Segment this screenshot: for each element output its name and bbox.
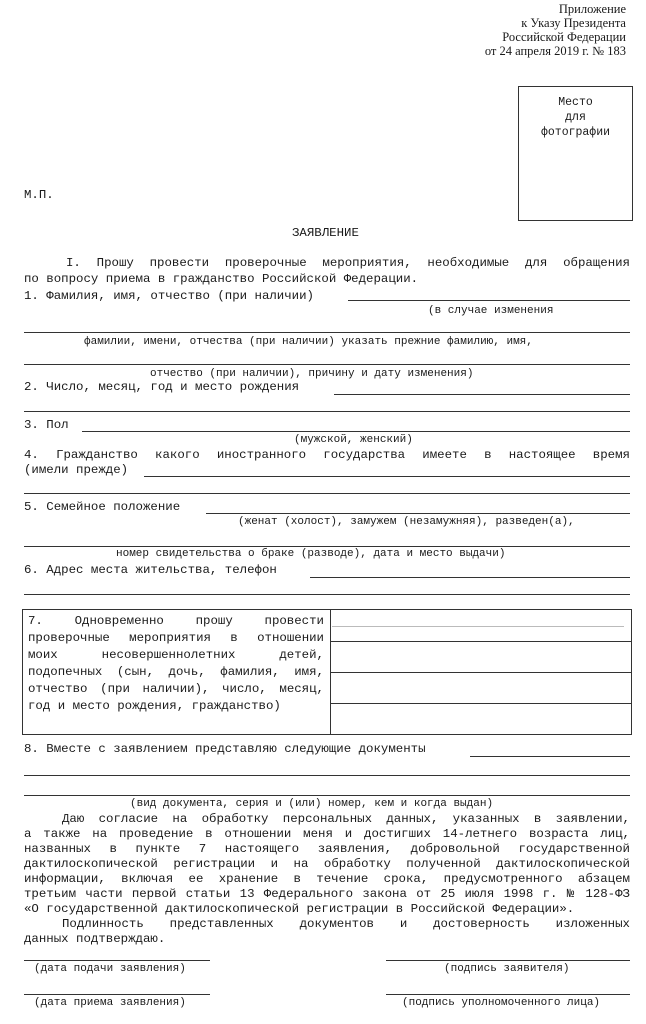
item8-field-line-3[interactable] [24,795,630,796]
item7-line-3: моих несовершеннолетних детей, [28,648,324,662]
item1-label: 1. Фамилия, имя, отчество (при наличии) [24,289,314,303]
item5-label: 5. Семейное положение [24,500,181,514]
receive-date-line[interactable] [24,994,210,995]
item1-field-line[interactable] [348,300,630,301]
item8-hint: (вид документа, серия и (или) номер, кем и когда выдан) [130,798,494,810]
item6-field-line[interactable] [310,577,630,578]
item8-field-line-2[interactable] [24,775,630,776]
submit-date-caption: (дата подачи заявления) [34,963,186,975]
consent-line-8: Подлинность представленных документов и достоверность изложенных [62,917,630,931]
official-sign-line[interactable] [386,994,630,995]
item3-label: 3. Пол [24,418,69,432]
applicant-sign-line[interactable] [386,960,630,961]
table-row-line [330,672,631,673]
photo-text [519,95,632,140]
item7-line-5: отчество (при наличии), число, месяц, [28,682,324,696]
consent-line-6: третьим части первой статьи 13 Федерального закона от 25 июля 1998 г. № 128-ФЗ [24,887,630,901]
decree-line: к Указу Президента [521,16,626,30]
consent-line-1: Даю согласие на обработку персональных данных, указанных в заявлении, [62,812,630,826]
federation-line: Российской Федерации [502,30,626,44]
photo-text-line: для [565,111,586,124]
consent-line-5: информации, включая ее хранение в течение срока, предусмотренного абзацем [24,872,630,886]
intro-line-1: I. Прошу провести проверочные мероприятия, необходимые для обращения [66,256,630,270]
item5-hint-2: номер свидетельства о браке (разводе), дата и место выдачи) [116,548,506,560]
consent-line-2: а также на проведение в отношении меня и достигших 14-летнего возраста лиц, [24,827,630,841]
stamp-place: М.П. [24,188,54,202]
document-title: ЗАЯВЛЕНИЕ [292,226,359,240]
item5-field-line[interactable] [206,513,630,514]
intro-line-2: по вопросу приема в гражданство Российской Федерации. [24,272,419,286]
table-row-line [330,703,631,704]
item6-field-line-2[interactable] [24,594,630,595]
item1-hint-3: отчество (при наличии), причину и дату изменения) [150,368,474,380]
item4-field-line-2[interactable] [24,493,630,494]
item1-field-line-2[interactable] [24,332,630,333]
item2-field-line[interactable] [334,394,630,395]
table-cell-entry[interactable] [332,626,624,627]
item3-hint: (мужской, женский) [294,434,413,446]
item7-line-6: год и место рождения, гражданство) [28,699,281,713]
photo-placeholder [518,86,633,221]
item6-label: 6. Адрес места жительства, телефон [24,563,277,577]
item2-field-line-2[interactable] [24,411,630,412]
appendix-line: Приложение [558,2,626,16]
official-sign-caption: (подпись уполномоченного лица) [402,997,601,1009]
item5-field-line-2[interactable] [24,546,630,547]
item8-label: 8. Вместе с заявлением представляю следующие документы [24,742,426,756]
consent-line-4: дактилоскопической регистрации и на обработку полученной дактилоскопической [24,857,630,871]
consent-line-3: названных в пункте 7 настоящего заявления, добровольной государственной [24,842,630,856]
decree-date-line: от 24 апреля 2019 г. № 183 [484,44,626,58]
item4-field-line[interactable] [144,476,630,477]
item8-field-line[interactable] [470,756,630,757]
item7-line-4: подопечных (сын, дочь, фамилия, имя, [28,665,324,679]
consent-line-9: данных подтверждаю. [24,932,166,946]
item4-line-2: (имели прежде) [24,463,129,477]
photo-text-line: Место [558,96,593,109]
table-row-line [330,641,631,642]
photo-text-line: фотографии [540,126,610,139]
submit-date-line[interactable] [24,960,210,961]
item5-hint-1: (женат (холост), замужем (незамужняя), разведен(а), [238,516,575,528]
item7-line-1: 7. Одновременно прошу провести [28,614,324,628]
item4-line-1: 4. Гражданство какого иностранного государства имеете в настоящее время [24,448,630,462]
applicant-sign-caption: (подпись заявителя) [444,963,570,975]
item7-line-2: проверочные мероприятия в отношении [28,631,324,645]
consent-line-7: «О государственной дактилоскопической регистрации в Российской Федерации». [24,902,575,916]
item1-hint-1: (в случае изменения [428,305,554,317]
item1-hint-2: фамилии, имени, отчества (при наличии) указать прежние фамилию, имя, [84,336,533,348]
item2-label: 2. Число, месяц, год и место рождения [24,380,300,394]
receive-date-caption: (дата приема заявления) [34,997,186,1009]
item3-field-line[interactable] [82,431,630,432]
item1-field-line-3[interactable] [24,364,630,365]
